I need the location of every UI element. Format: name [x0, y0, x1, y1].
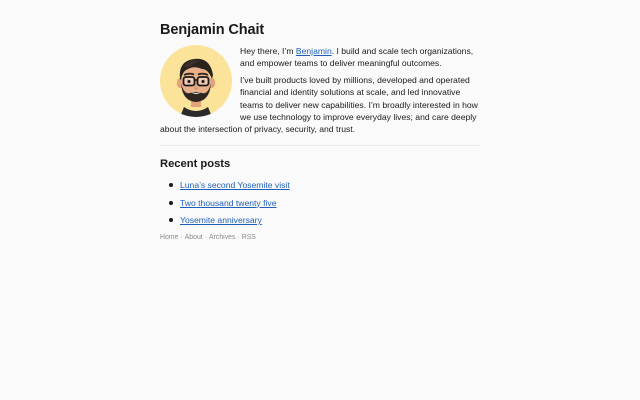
footer-link-archives[interactable]: Archives — [209, 234, 236, 241]
footer-link-rss[interactable]: RSS — [241, 234, 256, 241]
post-link-1[interactable]: Luna’s second Yosemite visit — [180, 180, 290, 190]
about-link[interactable]: Benjamin — [295, 46, 332, 56]
list-item — [180, 213, 480, 231]
intro-section — [160, 45, 480, 140]
list-item — [180, 196, 480, 214]
footer-separator: · — [180, 234, 183, 241]
post-link-2[interactable]: Two thousand twenty five — [180, 197, 277, 208]
recent-posts-list — [160, 178, 480, 231]
intro-paragraph-2: I’ve built products loved by millions, developed and operated financial and identity solutions at scale, and led innovative teams to deliver new capabilities. I’m broadly interested in how we use technology to improve everyday lives; and care deeply about the intersection of privacy, security, and trust. — [160, 74, 478, 135]
list-item — [180, 178, 480, 196]
avatar — [160, 45, 232, 117]
recent-posts-heading: Recent posts — [160, 158, 231, 170]
memoji-avatar-icon — [160, 45, 232, 117]
section-divider — [160, 145, 480, 146]
site-title: Benjamin Chait — [160, 22, 265, 38]
post-link-3[interactable]: Yosemite anniversary — [180, 215, 262, 225]
footer-separator: · — [237, 234, 240, 241]
footer-nav — [160, 234, 256, 241]
intro-text-before-link: Hey there, I’m — [240, 46, 296, 56]
footer-link-about[interactable]: About — [184, 234, 203, 241]
intro-text-after-link: . I build and scale tech organizations, and empower teams to deliver meaningful outcomes. — [240, 46, 474, 69]
footer-separator: · — [204, 234, 207, 241]
footer-link-home[interactable]: Home — [160, 234, 179, 241]
